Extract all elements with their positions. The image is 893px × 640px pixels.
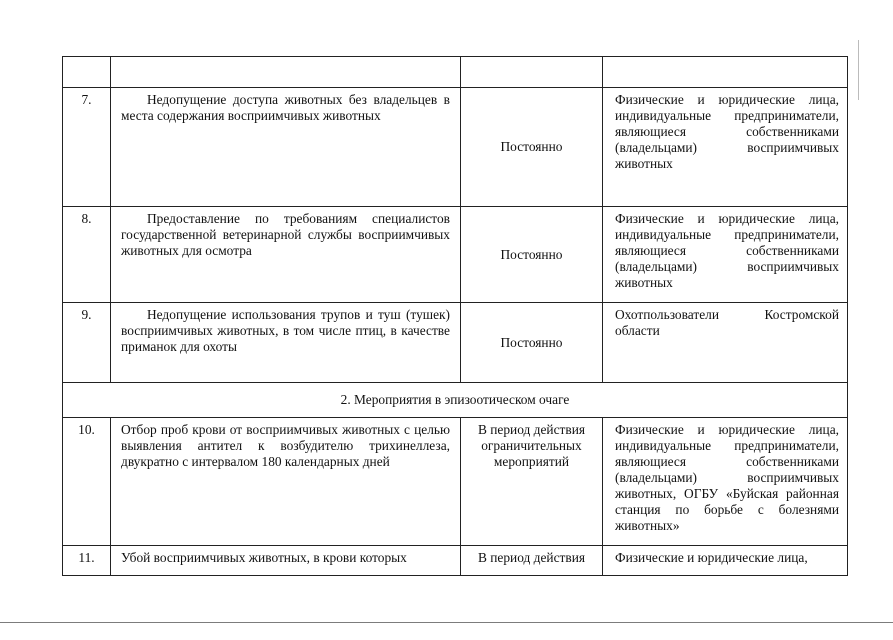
- measure-period: Постоянно: [461, 207, 603, 303]
- table-row: [63, 418, 848, 546]
- row-number: 8.: [63, 207, 111, 303]
- measures-table: [62, 56, 848, 576]
- responsible-party: Физические и юридические лица, индивидуальные предприниматели, являющиеся собственниками (владельцами) восприимчивых животных, ОГБУ «Буйская районная станция по борьбе с болезнями животных»: [603, 418, 848, 546]
- section-heading: 2. Мероприятия в эпизоотическом очаге: [63, 383, 848, 418]
- row-number: 10.: [63, 418, 111, 546]
- measure-text: Недопущение использования трупов и туш (тушек) восприимчивых животных, в том числе птиц, в качестве приманок для охоты: [121, 307, 450, 354]
- row-number: 7.: [63, 88, 111, 207]
- responsible-party: Физические и юридические лица, индивидуальные предприниматели, являющиеся собственниками (владельцами) восприимчивых животных: [603, 88, 848, 207]
- blank-cell: [63, 57, 111, 88]
- row-number: 11.: [63, 546, 111, 576]
- measure-period: Постоянно: [461, 88, 603, 207]
- table-row: [63, 88, 848, 207]
- row-number: 9.: [63, 303, 111, 383]
- measure-period: В период действия ограничительных мероприятий: [461, 418, 603, 546]
- measure-description: [111, 207, 461, 303]
- table-row: [63, 303, 848, 383]
- measure-description: [111, 303, 461, 383]
- scan-edge-mark: [858, 40, 859, 100]
- measure-description: Отбор проб крови от восприимчивых животных с целью выявления антител к возбудителю трихинеллеза, двукратно с интервалом 180 календарных дней: [111, 418, 461, 546]
- blank-cell: [603, 57, 848, 88]
- measure-description: [111, 88, 461, 207]
- table-row: [63, 546, 848, 576]
- scan-page-edge: [0, 622, 893, 623]
- responsible-party: Охотпользователи Костромской области: [603, 303, 848, 383]
- section-heading-row: [63, 383, 848, 418]
- responsible-party: Физические и юридические лица, индивидуальные предприниматели, являющиеся собственниками (владельцами) восприимчивых животных: [603, 207, 848, 303]
- table-row: [63, 207, 848, 303]
- blank-cell: [111, 57, 461, 88]
- blank-header-row: [63, 57, 848, 88]
- measure-text: Предоставление по требованиям специалистов государственной ветеринарной службы восприимчивых животных для осмотра: [121, 211, 450, 258]
- measure-period: В период действия: [461, 546, 603, 576]
- responsible-party: Физические и юридические лица,: [603, 546, 848, 576]
- measure-description: Убой восприимчивых животных, в крови которых: [111, 546, 461, 576]
- blank-cell: [461, 57, 603, 88]
- measure-text: Недопущение доступа животных без владельцев в места содержания восприимчивых животных: [121, 92, 450, 123]
- measure-period: Постоянно: [461, 303, 603, 383]
